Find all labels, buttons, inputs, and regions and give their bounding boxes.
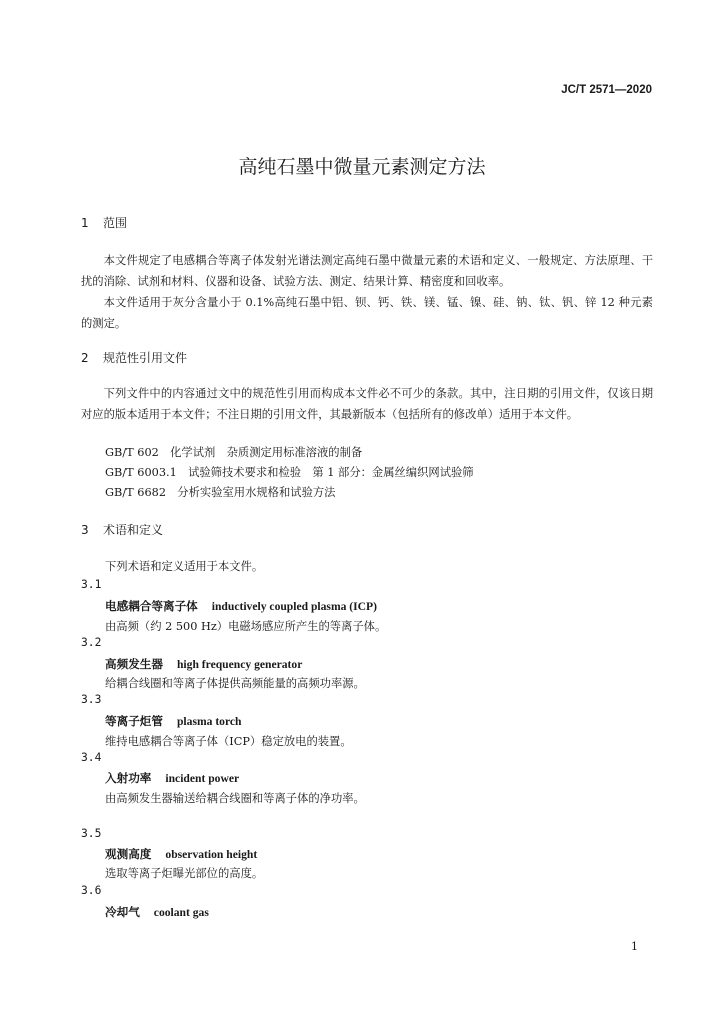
term-number: 3.4: [81, 751, 102, 764]
term-number: 3.2: [81, 636, 102, 649]
section-heading-1: [81, 214, 127, 231]
document-title: 高纯石墨中微量元素测定方法: [238, 156, 486, 178]
term-english: coolant gas: [153, 906, 209, 919]
section-number: 1: [81, 216, 89, 230]
section-title: 规范性引用文件: [103, 351, 188, 365]
section-heading-3: [81, 521, 163, 538]
term-heading: [105, 656, 302, 672]
term-english: observation height: [165, 848, 258, 861]
term-heading: [105, 846, 257, 862]
section-number: 3: [81, 523, 89, 537]
scope-paragraph-2: 本文件适用于灰分含量小于 0.1%高纯石墨中铝、钡、钙、铁、镁、锰、镍、硅、钠、钛、钒、锌 12 种元素的测定。: [81, 296, 653, 330]
term-english: incident power: [165, 772, 240, 785]
section-title: 范围: [103, 216, 128, 230]
term-heading: [105, 598, 377, 614]
terms-intro: 下列术语和定义适用于本文件。: [105, 560, 264, 573]
term-number: 3.3: [81, 693, 102, 706]
scope-paragraph-1: 本文件规定了电感耦合等离子体发射光谱法测定高纯石墨中微量元素的术语和定义、一般规定、方法原理、干扰的消除、试剂和材料、仪器和设备、试验方法、测定、结果计算、精密度和回收率。: [81, 254, 653, 288]
term-chinese: 观测高度: [105, 847, 152, 861]
term-number: 3.6: [81, 884, 102, 897]
term-definition: 维持电感耦合等离子体（ICP）稳定放电的装置。: [105, 735, 352, 748]
page-number: 1: [631, 940, 638, 953]
section-heading-2: [81, 349, 187, 366]
reference-item: GB/T 602 化学试剂 杂质测定用标准溶液的制备: [105, 446, 363, 459]
section-title: 术语和定义: [103, 523, 164, 537]
reference-item: GB/T 6003.1 试验筛技术要求和检验 第 1 部分：金属丝编织网试验筛: [105, 466, 474, 479]
term-number: 3.1: [81, 578, 102, 591]
reference-item: GB/T 6682 分析实验室用水规格和试验方法: [105, 486, 336, 499]
section-number: 2: [81, 351, 89, 365]
term-chinese: 入射功率: [105, 771, 152, 785]
term-definition: 由高频（约 2 500 Hz）电磁场感应所产生的等离子体。: [105, 620, 387, 633]
term-number: 3.5: [81, 827, 102, 840]
term-english: plasma torch: [176, 715, 242, 728]
term-chinese: 电感耦合等离子体: [105, 599, 198, 613]
term-heading: [105, 713, 242, 729]
normative-references-paragraph: 下列文件中的内容通过文中的规范性引用而构成本文件必不可少的条款。其中，注日期的引用文件，仅该日期对应的版本适用于本文件；不注日期的引用文件，其最新版本（包括所有的修改单）适用于本文件。: [81, 387, 653, 421]
standard-code: JC/T 2571—2020: [561, 84, 652, 96]
term-definition: 由高频发生器输送给耦合线圈和等离子体的净功率。: [105, 792, 365, 805]
term-chinese: 等离子炬管: [105, 714, 163, 728]
term-chinese: 高频发生器: [105, 657, 163, 671]
term-english: inductively coupled plasma (ICP): [211, 600, 377, 613]
term-definition: 选取等离子炬曝光部位的高度。: [105, 867, 264, 880]
term-heading: [105, 904, 209, 920]
term-heading: [105, 770, 239, 786]
term-chinese: 冷却气: [105, 905, 140, 919]
term-definition: 给耦合线圈和等离子体提供高频能量的高频功率源。: [105, 677, 365, 690]
term-english: high frequency generator: [176, 658, 303, 671]
